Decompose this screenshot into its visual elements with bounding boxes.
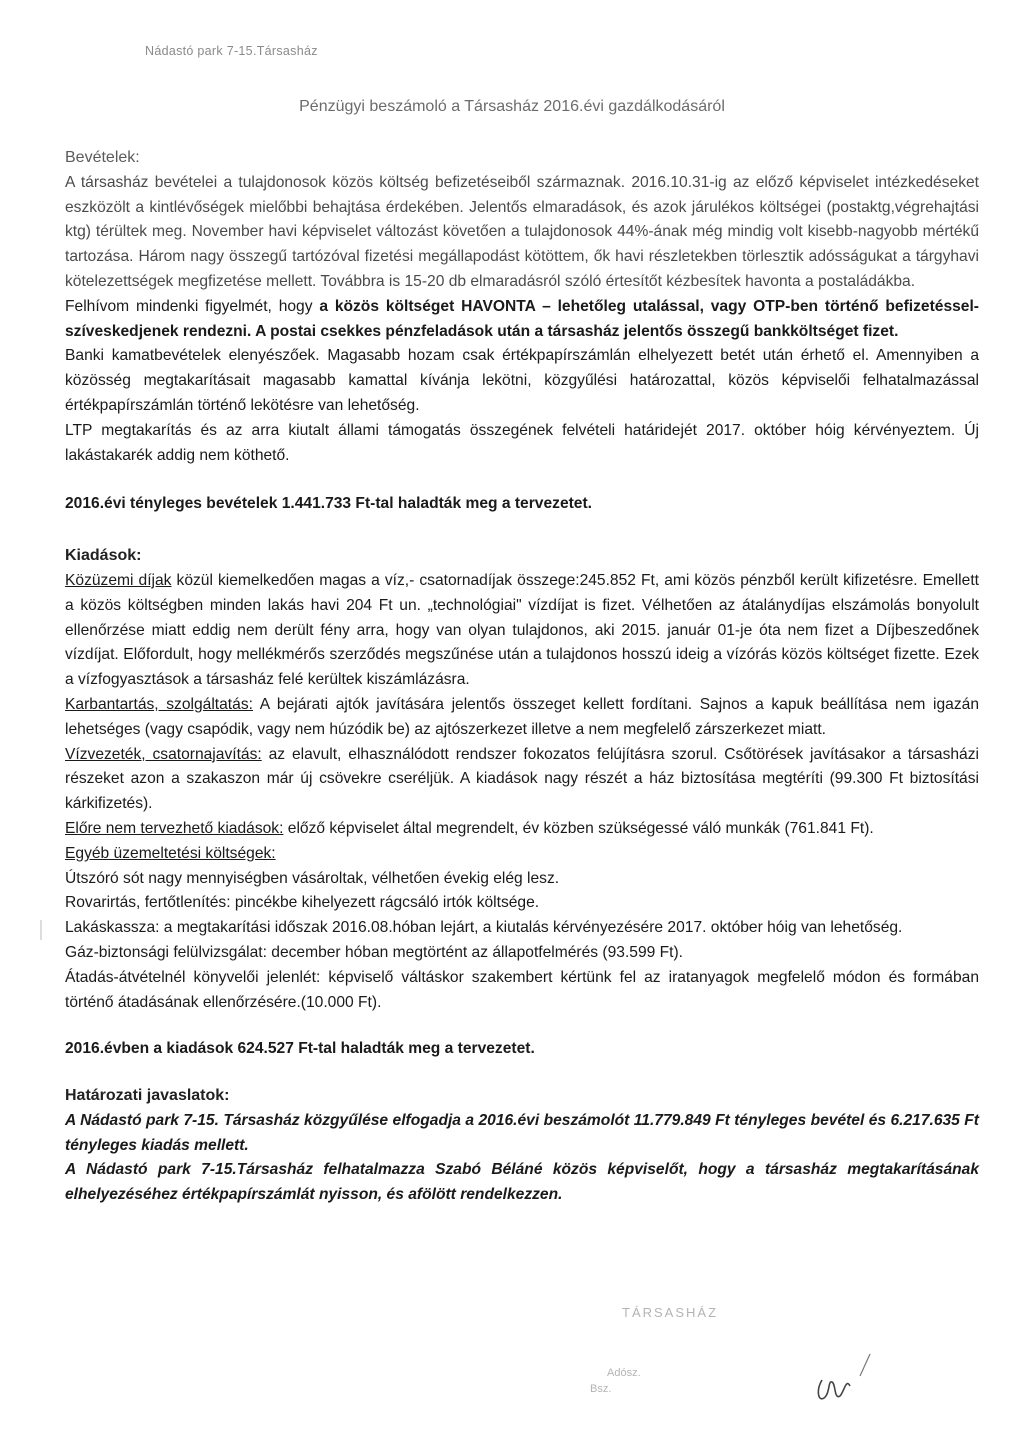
unplanned-paragraph <box>65 817 979 842</box>
notice-intro: Felhívom mindenki figyelmét, hogy <box>65 297 320 315</box>
utility-label: Közüzemi díjak <box>65 571 172 589</box>
income-heading: Bevételek: <box>65 149 140 166</box>
utility-text: közül kiemelkedően magas a víz,- csatornadíjak összege:245.852 Ft, ami közös pénzből került kifizetésre. Emellett a közös költségben minden lakás havi 204 Ft un. „technológiai" vízdíjat is fizet. Vélhetően az átalánydíjas elszámolás bonyolult ellenőrzése miatt eddig nem derült fény arra, hogy van olyan tulajdonos, aki 2015. január 01-je óta nem fizet a Díjbeszedőnek vízdíjat. Előfordult, hogy mellékmérős szerződés megszűnése után a tulajdonos hosszú ideig a vízórás közös költséget fizette. Ezek a vízfogyasztások a társasház felé kerültek kiszámlázásra. <box>65 571 979 689</box>
plumbing-text: az elavult, elhasználódott rendszer fokozatos felújításra szorul. Csőtörések javításakor a társasházi részeket azon a szakaszon már új csövekre cseréljük. A kiadások nagy részét a ház biztosítása megtéríti (99.300 Ft biztosítási kárkifizetés). <box>65 745 979 813</box>
unplanned-label: Előre nem tervezhető kiadások: <box>65 819 284 837</box>
stamp-tax-line: Adósz. <box>607 1367 641 1379</box>
plumbing-paragraph <box>65 743 979 817</box>
other-cost-item: Átadás-átvételnél könyvelői jelenlét: képviselő váltáskor szakembert kértünk fel az iratanyagok megfelelő módon és formában történő átadásának ellenőrzésére.(10.000 Ft). <box>65 968 979 1011</box>
signature-image <box>810 1350 880 1410</box>
maintenance-text: A bejárati ajtók javítására jelentős összeget kellett fordítani. Sajnos a kapuk beállítása nem igazán lehetséges (vagy csapódik, vagy nem húzódik be) az ajtószerkezet illetve a nem megfelelő zárszerkezet miatt. <box>65 695 979 738</box>
official-stamp <box>582 1306 792 1398</box>
plumbing-label: Vízvezeték, csatornajavítás: <box>65 745 262 763</box>
expenses-heading: Kiadások: <box>65 547 142 565</box>
resolution-1: A Nádastó park 7-15. Társasház közgyűlése elfogadja a 2016.évi beszámolót 11.779.849 Ft tényleges bevétel és 6.217.635 Ft tényleges kiadás mellett. <box>65 1111 979 1154</box>
income-paragraph-3: Banki kamatbevételek elenyészőek. Magasabb hozam csak értékpapírszámlán elhelyezett betét után érhető el. Amennyiben a közösség megtakarításait magasabb kamattal kívánja lekötni, közgyűlési határozattal, közös képviselői felhatalmazással értékpapírszámlán történő lekötésre van lehetőség. <box>65 347 979 414</box>
notice-bold-payment: a közös költséget HAVONTA – lehetőleg utalással, vagy OTP-ben történő befizetéssel- szíveskedjenek rendezni. <box>65 297 980 340</box>
maintenance-paragraph <box>65 693 979 743</box>
expenses-summary: 2016.évben a kiadások 624.527 Ft-tal haladták meg a tervezetet. <box>65 1040 535 1058</box>
notice-bold-bankfee: A postai csekkes pénzfeladások után a társasház jelentős összegű bankköltséget fizet. <box>251 322 899 340</box>
resolution-2: A Nádastó park 7-15.Társasház felhatalmazza Szabó Béláné közös képviselőt, hogy a társasház megtakarításának elhelyezéséhez értékpapírszámlát nyisson, és afölött rendelkezzen. <box>65 1161 979 1204</box>
document-title: Pénzügyi beszámoló a Társasház 2016.évi gazdálkodásáról <box>299 98 725 115</box>
scan-artifact <box>40 920 42 940</box>
income-paragraph-2 <box>65 295 979 345</box>
stamp-title: TÁRSASHÁZ <box>622 1305 719 1320</box>
other-cost-item: Lakáskassza: a megtakarítási időszak 2016.08.hóban lejárt, a kiutalás kérvényezésére 2017. október hóig van lehetőség. <box>65 919 903 937</box>
spacer <box>65 468 979 492</box>
spacer <box>65 1015 979 1037</box>
resolutions-heading: Határozati javaslatok: <box>65 1087 230 1105</box>
utility-paragraph <box>65 569 979 693</box>
report-body <box>65 146 979 1208</box>
spacer <box>65 517 979 544</box>
address-header: Nádastó park 7-15.Társasház <box>145 44 318 58</box>
stamp-reg-line: Bsz. <box>590 1383 612 1395</box>
maintenance-label: Karbantartás, szolgáltatás: <box>65 695 253 713</box>
other-cost-item: Útszóró sót nagy mennyiségben vásároltak, vélhetően évekig elég lesz. <box>65 869 560 887</box>
other-cost-item: Rovarirtás, fertőtlenítés: pincékbe kihelyezett rágcsáló irtók költsége. <box>65 894 540 912</box>
income-paragraph-4: LTP megtakarítás és az arra kiutalt állami támogatás összegének felvételi határidejét 2017. október hóig kérvényeztem. Új lakástakarék addig nem köthető. <box>65 421 979 464</box>
other-cost-item: Gáz-biztonsági felülvizsgálat: december hóban megtörtént az állapotfelmérés (93.599 Ft). <box>65 943 684 961</box>
income-paragraph-1: A társasház bevételei a tulajdonosok közös költség befizetéseiből származnak. 2016.10.31-ig az előző képviselet intézkedéseket eszközölt a kintlévőségek mielőbbi behajtása érdekében. Jelentős elmaradások, és azok járulékos költségei (postaktg,végrehajtási ktg) térültek meg. November havi képviselet változást követően a tulajdonosok 44%-ának még mindig volt kisebb-nagyobb mértékű tartozása. Három nagy összegű tartózóval fizetési megállapodást kötöttem, ők havi részletekben törlesztik adósságukat a tárgyhavi kötelezettségek megfizetése mellett. Továbbra is 15-20 db elmaradásról szóló értesítőt kézbesítek havonta a postaládákba. <box>65 173 979 290</box>
income-summary: 2016.évi tényleges bevételek 1.441.733 Ft-tal haladták meg a tervezetet. <box>65 495 593 513</box>
unplanned-text: előző képviselet által megrendelt, év közben szükségessé váló munkák (761.841 Ft). <box>283 819 874 837</box>
other-costs-label: Egyéb üzemeltetési költségek: <box>65 844 276 862</box>
spacer <box>65 1062 979 1084</box>
